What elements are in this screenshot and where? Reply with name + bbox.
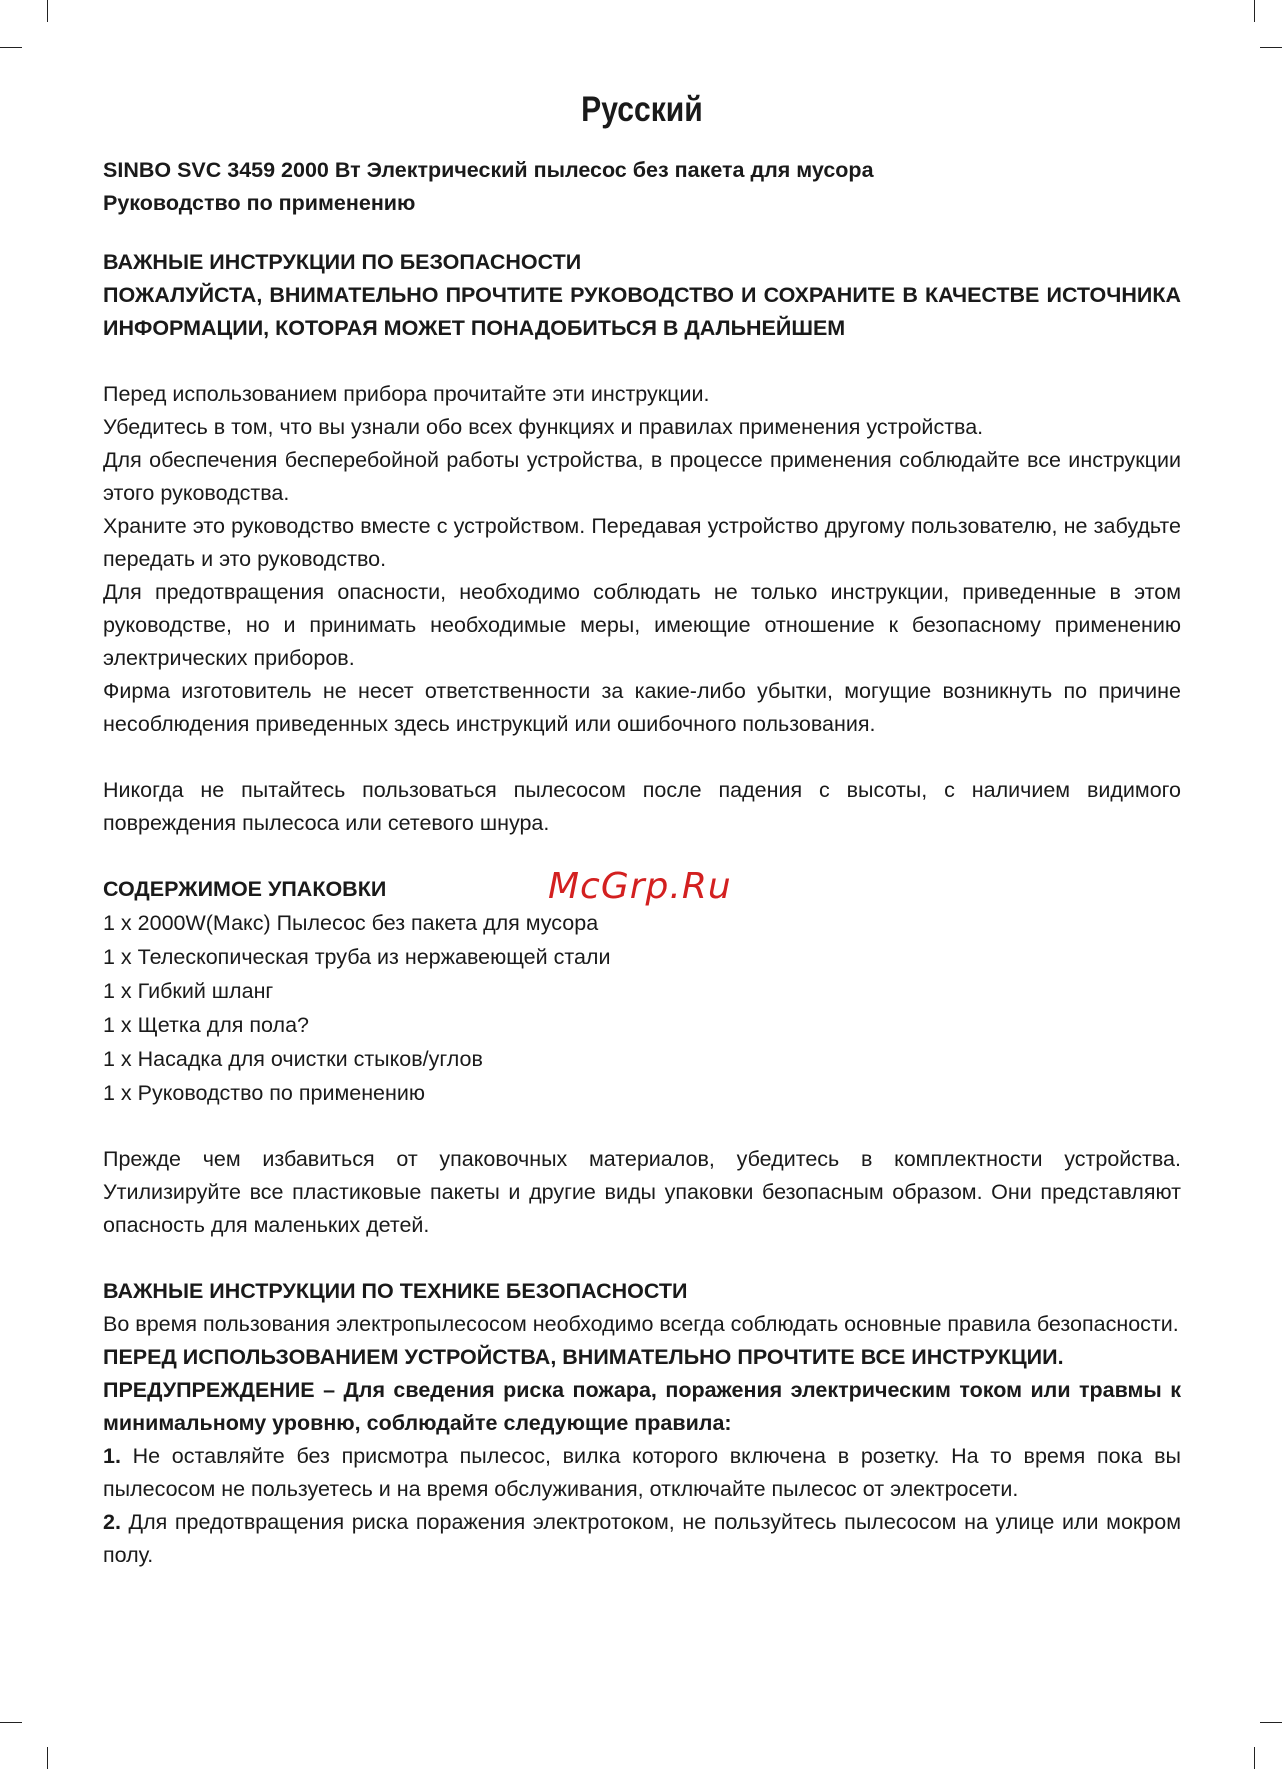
safety-paragraph: Храните это руководство вместе с устройством. Передавая устройство другому пользователю, не забудьте передать и это руководство. <box>103 514 1181 571</box>
crop-mark-bottom-left-v <box>47 1747 48 1769</box>
contents-list <box>103 906 1181 1110</box>
technical-safety-heading: ВАЖНЫЕ ИНСТРУКЦИИ ПО ТЕХНИКЕ БЕЗОПАСНОСТИ <box>103 1279 688 1303</box>
before-use-note: ПЕРЕД ИСПОЛЬЗОВАНИЕМ УСТРОЙСТВА, ВНИМАТЕЛЬНО ПРОЧТИТЕ ВСЕ ИНСТРУКЦИИ. <box>103 1345 1064 1369</box>
rule-number: 2. <box>103 1510 121 1534</box>
drop-warning: Никогда не пытайтесь пользоваться пылесосом после падения с высоты, с наличием видимого повреждения пылесоса или сетевого шнура. <box>103 778 1181 835</box>
crop-mark-bottom-right-h <box>1260 1722 1282 1723</box>
safety-paragraph: Для обеспечения бесперебойной работы устройства, в процессе применения соблюдайте все инструкции этого руководства. <box>103 448 1181 505</box>
list-item: 1 x 2000W(Макс) Пылесос без пакета для мусора <box>103 911 599 935</box>
safety-paragraph: Перед использованием прибора прочитайте эти инструкции. <box>103 382 710 406</box>
warning-note: ПРЕДУПРЕЖДЕНИЕ – Для сведения риска пожара, поражения электрическим током или травмы к минимальному уровню, соблюдайте следующие правила: <box>103 1378 1181 1435</box>
rule-text: Для предотвращения риска поражения электротоком, не пользуйтесь пылесосом на улице или мокром полу. <box>103 1510 1181 1567</box>
document-page <box>103 90 1181 1572</box>
safety-paragraph: Для предотвращения опасности, необходимо соблюдать не только инструкции, приведенные в этом руководстве, но и принимать необходимые меры, имеющие отношение к безопасному применению электрических приборов. <box>103 580 1181 670</box>
safety-heading: ВАЖНЫЕ ИНСТРУКЦИИ ПО БЕЗОПАСНОСТИ <box>103 250 582 274</box>
manual-label: Руководство по применению <box>103 191 416 215</box>
safety-caps-note: ПОЖАЛУЙСТА, ВНИМАТЕЛЬНО ПРОЧТИТЕ РУКОВОДСТВО И СОХРАНИТЕ В КАЧЕСТВЕ ИСТОЧНИКА ИНФОРМАЦИИ, КОТОРАЯ МОЖЕТ ПОНАДОБИТЬСЯ В ДАЛЬНЕЙШЕМ <box>103 283 1181 340</box>
crop-mark-top-right-v <box>1254 0 1255 22</box>
watermark: McGrp.Ru <box>548 866 732 907</box>
crop-mark-top-left-h <box>0 47 22 48</box>
list-item: 1 x Гибкий шланг <box>103 979 274 1003</box>
safety-paragraph: Фирма изготовитель не несет ответственности за какие-либо убытки, могущие возникнуть по причине несоблюдения приведенных здесь инструкций или ошибочного пользования. <box>103 679 1181 736</box>
rule-number: 1. <box>103 1444 121 1468</box>
rule-text: Не оставляйте без присмотра пылесос, вилка которого включена в розетку. На то время пока вы пылесосом не пользуетесь и на время обслуживания, отключайте пылесос от электросети. <box>103 1444 1181 1501</box>
list-item: 1 x Щетка для пола? <box>103 1013 310 1037</box>
list-item: 1 x Руководство по применению <box>103 1081 426 1105</box>
contents-heading: СОДЕРЖИМОЕ УПАКОВКИ <box>103 877 387 901</box>
packaging-note: Прежде чем избавиться от упаковочных материалов, убедитесь в комплектности устройства. Утилизируйте все пластиковые пакеты и другие виды упаковки безопасным образом. Они представляют опасность для маленьких детей. <box>103 1147 1181 1237</box>
safety-paragraph: Убедитесь в том, что вы узнали обо всех функциях и правилах применения устройства. <box>103 415 984 439</box>
crop-mark-top-right-h <box>1260 47 1282 48</box>
list-item: 1 x Телескопическая труба из нержавеющей стали <box>103 945 611 969</box>
rule-item <box>103 1440 1181 1506</box>
technical-safety-intro: Во время пользования электропылесосом необходимо всегда соблюдать основные правила безопасности. <box>103 1312 1179 1336</box>
crop-mark-top-left-v <box>47 0 48 22</box>
list-item: 1 x Насадка для очистки стыков/углов <box>103 1047 483 1071</box>
product-line: SINBO SVC 3459 2000 Вт Электрический пылесос без пакета для мусора <box>103 158 874 182</box>
rule-item <box>103 1506 1181 1572</box>
crop-mark-bottom-right-v <box>1254 1747 1255 1769</box>
crop-mark-bottom-left-h <box>0 1722 22 1723</box>
page-title: Русский <box>581 90 703 129</box>
